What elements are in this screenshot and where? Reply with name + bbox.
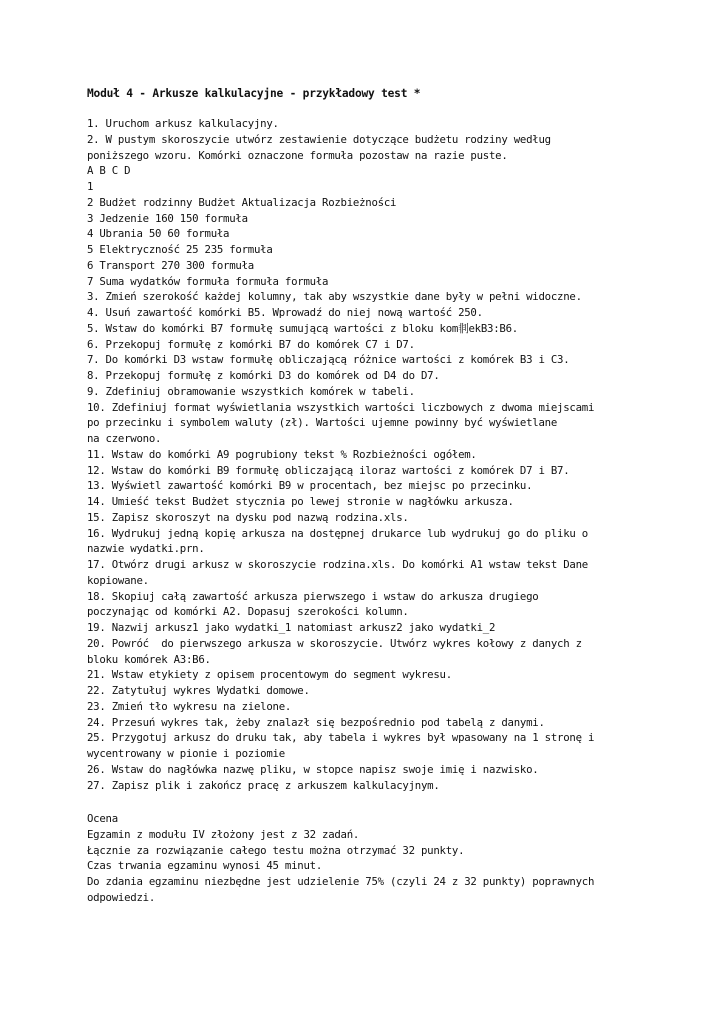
text-line: 11. Wstaw do komórki A9 pogrubiony tekst % Rozbieżności ogółem. — [87, 447, 477, 461]
text-line: na czerwono. — [87, 432, 162, 445]
task-list — [87, 116, 697, 793]
text-line: 24. Przesuń wykres tak, żeby znalazł się bezpośrednio pod tabelą z danymi. — [87, 715, 545, 729]
ocena-line: Do zdania egzaminu niezbędne jest udzielenie 75% (czyli 24 z 32 punkty) poprawnych — [87, 875, 595, 888]
ocena-line: Czas trwania egzaminu wynosi 45 minut. — [87, 859, 323, 873]
text-line: kopiowane. — [87, 573, 149, 587]
text-line: 10. Zdefiniuj format wyświetlania wszystkich wartości liczbowych z dwoma miejscami — [87, 400, 595, 414]
text-line: 1. Uruchom arkusz kalkulacyjny. — [87, 117, 279, 130]
text-line: 7 Suma wydatków formuła formuła formuła — [87, 274, 329, 288]
text-line: 9. Zdefiniuj obramowanie wszystkich komórek w tabeli. — [87, 384, 415, 398]
text-line: bloku komórek A3:B6. — [87, 652, 211, 666]
text-line: 7. Do komórki D3 wstaw formułę obliczającą różnice wartości z komórek B3 i C3. — [87, 353, 570, 367]
text-line: 19. Nazwij arkusz1 jako wydatki_1 natomiast arkusz2 jako wydatki_2 — [87, 621, 496, 634]
text-line: 25. Przygotuj arkusz do druku tak, aby tabela i wykres był wpasowany na 1 stronę i — [87, 731, 595, 745]
text-line: 2. W pustym skoroszycie utwórz zestawienie dotyczące budżetu rodziny według — [87, 132, 551, 146]
text-line: wycentrowany w pionie i poziomie — [87, 747, 285, 760]
text-line: 6. Przekopuj formułę z komórki B7 do komórek C7 i D7. — [87, 337, 415, 351]
text-line: 22. Zatytułuj wykres Wydatki domowe. — [87, 684, 310, 697]
text-line: 13. Wyświetl zawartość komórki B9 w procentach, bez miejsc po przecinku. — [87, 479, 533, 493]
text-line: po przecinku i symbolem waluty (zł). Wartości ujemne powinny być wyświetlane — [87, 416, 558, 430]
ocena-line: Łącznie za rozwiązanie całego testu można otrzymać 32 punkty. — [87, 843, 465, 857]
ocena-section — [87, 811, 697, 906]
text-line: 4 Ubrania 50 60 formuła — [87, 227, 230, 241]
text-line: 6 Transport 270 300 formuła — [87, 258, 254, 272]
text-line: 1 — [87, 180, 94, 193]
text-line: 5. Wstaw do komórki B7 formułę sumującą wartości z bloku kom剕ekB3:B6. — [87, 321, 518, 335]
text-line: 18. Skopiuj całą zawartość arkusza pierwszego i wstaw do arkusza drugiego — [87, 589, 539, 603]
text-line: 20. Powróć do pierwszego arkusza w skoroszycie. Utwórz wykres kołowy z danych z — [87, 636, 582, 650]
text-line: 21. Wstaw etykiety z opisem procentowym do segment wykresu. — [87, 668, 452, 682]
text-line: nazwie wydatki.prn. — [87, 542, 205, 556]
document-title: Moduł 4 - Arkusze kalkulacyjne - przykładowy test * — [87, 87, 421, 100]
text-line: 12. Wstaw do komórki B9 formułę obliczającą iloraz wartości z komórek D7 i B7. — [87, 463, 570, 477]
text-line: 16. Wydrukuj jedną kopię arkusza na dostępnej drukarce lub wydrukuj go do pliku o — [87, 526, 588, 540]
text-line: 15. Zapisz skoroszyt na dysku pod nazwą rodzina.xls. — [87, 510, 409, 524]
text-line: 5 Elektryczność 25 235 formuła — [87, 243, 273, 256]
ocena-line: Egzamin z modułu IV złożony jest z 32 zadań. — [87, 827, 360, 841]
text-line: 23. Zmień tło wykresu na zielone. — [87, 699, 292, 713]
text-line: 27. Zapisz plik i zakończ pracę z arkuszem kalkulacyjnym. — [87, 778, 440, 792]
text-line: 2 Budżet rodzinny Budżet Aktualizacja Rozbieżności — [87, 195, 397, 209]
text-line: 8. Przekopuj formułę z komórki D3 do komórek od D4 do D7. — [87, 369, 440, 382]
text-line: 3 Jedzenie 160 150 formuła — [87, 211, 248, 225]
text-line: poniższego wzoru. Komórki oznaczone formuła pozostaw na razie puste. — [87, 148, 508, 162]
text-line: 3. Zmień szerokość każdej kolumny, tak aby wszystkie dane były w pełni widoczne. — [87, 290, 582, 304]
text-line: 26. Wstaw do nagłówka nazwę pliku, w stopce napisz swoje imię i nazwisko. — [87, 762, 539, 776]
text-line: poczynając od komórki A2. Dopasuj szerokości kolumn. — [87, 605, 409, 619]
text-line: A B C D — [87, 164, 131, 178]
ocena-line: odpowiedzi. — [87, 890, 156, 904]
text-line: 4. Usuń zawartość komórki B5. Wprowadź do niej nową wartość 250. — [87, 306, 483, 319]
text-line: 17. Otwórz drugi arkusz w skoroszycie rodzina.xls. Do komórki A1 wstaw tekst Dane — [87, 558, 588, 571]
text-line: 14. Umieść tekst Budżet stycznia po lewej stronie w nagłówku arkusza. — [87, 495, 514, 508]
ocena-line: Ocena — [87, 812, 118, 825]
